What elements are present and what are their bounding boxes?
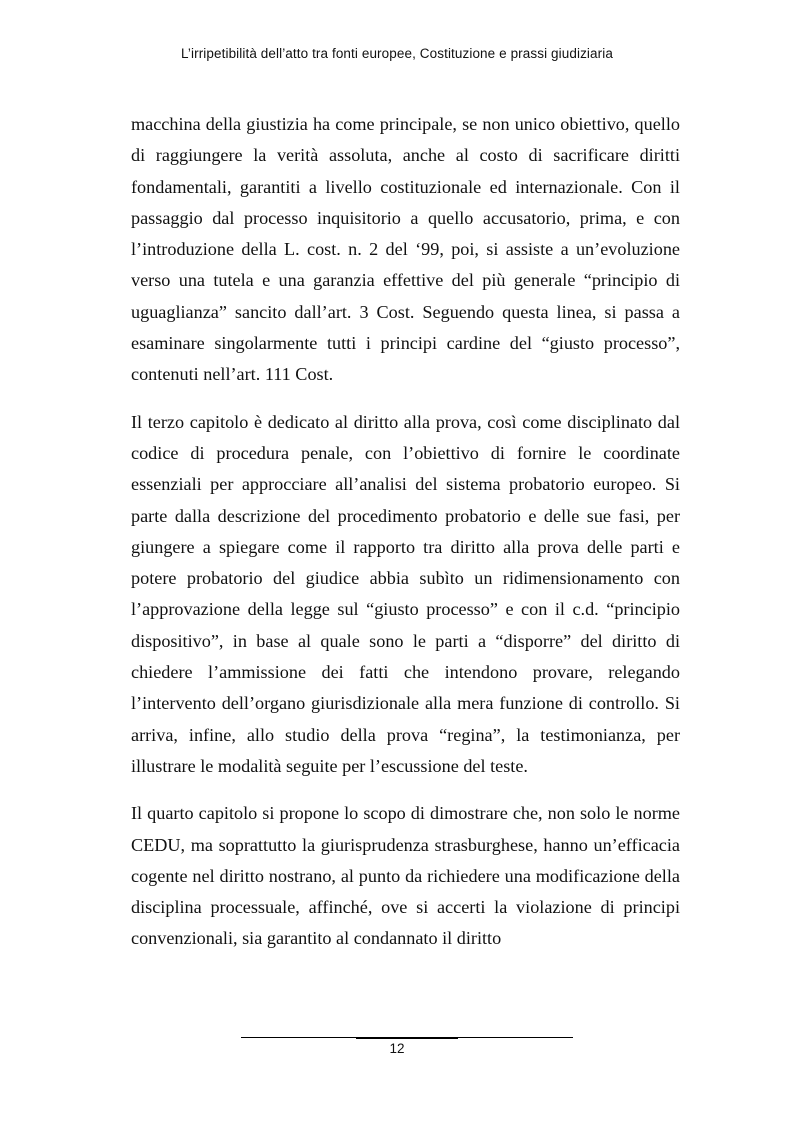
running-header: L’irripetibilità dell’atto tra fonti europee, Costituzione e prassi giudiziaria bbox=[181, 46, 613, 61]
paragraph-3: Il quarto capitolo si propone lo scopo di dimostrare che, non solo le norme CEDU, ma soprattutto la giurisprudenza strasburghese, hanno un’efficacia cogente nel diritto nostrano, al punto da richiedere una modificazione della disciplina processuale, affinché, ove si accerti la violazione di principi convenzionali, sia garantito al condannato il diritto bbox=[131, 803, 680, 949]
page-number: 12 bbox=[389, 1041, 405, 1056]
paragraph-1: macchina della giustizia ha come principale, se non unico obiettivo, quello di raggiungere la verità assoluta, anche al costo di sacrificare diritti fondamentali, garantiti a livello costituzionale ed internazionale. Con il passaggio dal processo inquisitorio a quello accusatorio, prima, e con l’introduzione della L. cost. n. 2 del ‘99, poi, si assiste a un’evoluzione verso una tutela e una garanzia effettive del più generale “principio di uguaglianza” sancito dall’art. 3 Cost. Seguendo questa linea, si passa a esaminare singolarmente tutti i principi cardine del “giusto processo”, contenuti nell’art. 111 Cost. bbox=[131, 114, 680, 385]
footer-rule-accent bbox=[356, 1037, 458, 1039]
paragraph-2: Il terzo capitolo è dedicato al diritto alla prova, così come disciplinato dal codice di procedura penale, con l’obiettivo di fornire le coordinate essenziali per approcciare all’analisi del sistema probatorio europeo. Si parte dalla descrizione del procedimento probatorio e delle sue fasi, per giungere a spiegare come il rapporto tra diritto alla prova delle parti e potere probatorio del giudice abbia subìto un ridimensionamento con l’approvazione della legge sul “giusto processo” e con il c.d. “principio dispositivo”, in base al quale sono le parti a “disporre” del diritto di chiedere l’ammissione dei fatti che intendono provare, relegando l’intervento dell’organo giurisdizionale alla mera funzione di controllo. Si arriva, infine, allo studio della prova “regina”, la testimonianza, per illustrare le modalità seguite per l’escussione del teste. bbox=[131, 411, 680, 776]
body-text bbox=[131, 109, 680, 971]
